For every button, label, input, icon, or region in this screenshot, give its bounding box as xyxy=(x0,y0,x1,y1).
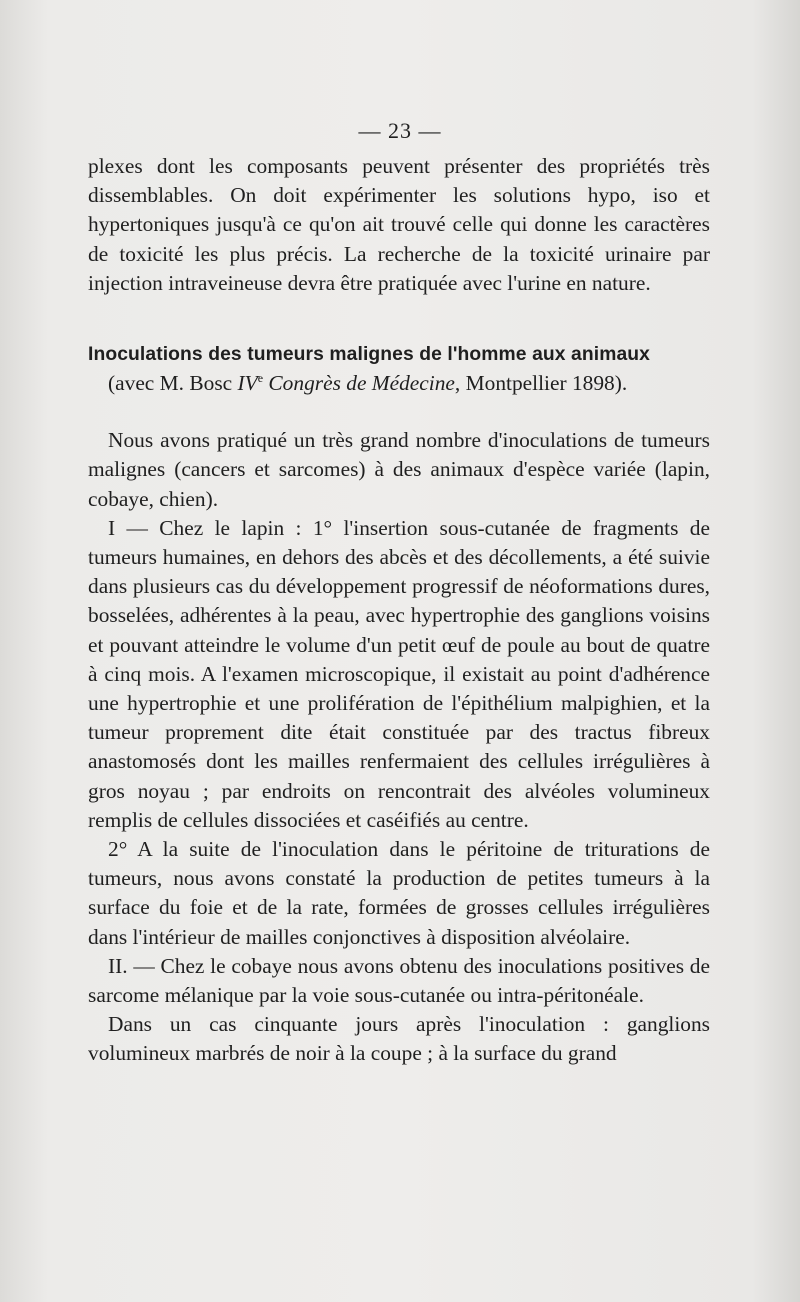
page-number: — 23 — xyxy=(358,118,442,143)
reference-close: , Montpellier 1898). xyxy=(454,371,628,396)
reference-congress-name: Congrès de Médecine xyxy=(268,371,455,396)
paragraph-5: II. — Chez le cobaye nous avons obtenu des inoculations positives de sarcome mélanique par la voie sous-cutanée ou intra-péritonéale. xyxy=(88,953,710,1008)
paragraph-3: I — Chez le lapin : 1° l'insertion sous-cutanée de fragments de tumeurs humaines, en dehors des abcès et des décollements, a été suivie dans plusieurs cas du développement progressif de néoformations dures, bosselées, adhérentes à la peau, avec hypertrophie des ganglions voisins et pouvant atteindre le volume d'un petit œuf de poule au bout de quatre à cinq mois. A l'examen microscopique, il existait au point d'adhérence une hypertrophie et une prolifération de l'épithélium malpighien, et la tumeur proprement dite était constituée par des tractus fibreux anastomosés dont les mailles renfermaient des cellules irrégulières à gros noyau ; par endroits on rencontrait des alvéoles volumineux remplis de cellules dissociées et caséifiés au centre. xyxy=(88,515,710,832)
body-text xyxy=(88,152,710,1069)
section-heading: Inoculations des tumeurs malignes de l'homme aux animaux xyxy=(88,344,650,366)
paragraph-1: plexes dont les composants peuvent présenter des propriétés très dissemblables. On doit expérimenter les solutions hypo, iso et hypertoniques jusqu'à ce qu'on ait trouvé celle qui donne les caractères de toxicité les plus précis. La recherche de la toxicité urinaire par injection intraveineuse devra être pratiquée avec l'urine en nature. xyxy=(88,154,710,295)
paragraph-4: 2° A la suite de l'inoculation dans le péritoine de triturations de tumeurs, nous avons constaté la production de petites tumeurs à la surface du foie et de la rate, formées de grosses cellules irrégulières dans l'intérieur de mailles conjonctives à disposition alvéolaire. xyxy=(88,837,710,949)
reference-congress-number: IV xyxy=(237,371,258,396)
paragraph-6: Dans un cas cinquante jours après l'inoculation : ganglions volumineux marbrés de noir à la coupe ; à la surface du grand xyxy=(88,1012,710,1066)
section-reference xyxy=(88,369,710,398)
reference-open: (avec M. Bosc xyxy=(108,371,233,396)
paragraph-2: Nous avons pratiqué un très grand nombre d'inoculations de tumeurs malignes (cancers et sarcomes) à des animaux d'espèce variée (lapin, cobaye, chien). xyxy=(88,428,710,511)
reference-superscript: e xyxy=(257,371,264,386)
